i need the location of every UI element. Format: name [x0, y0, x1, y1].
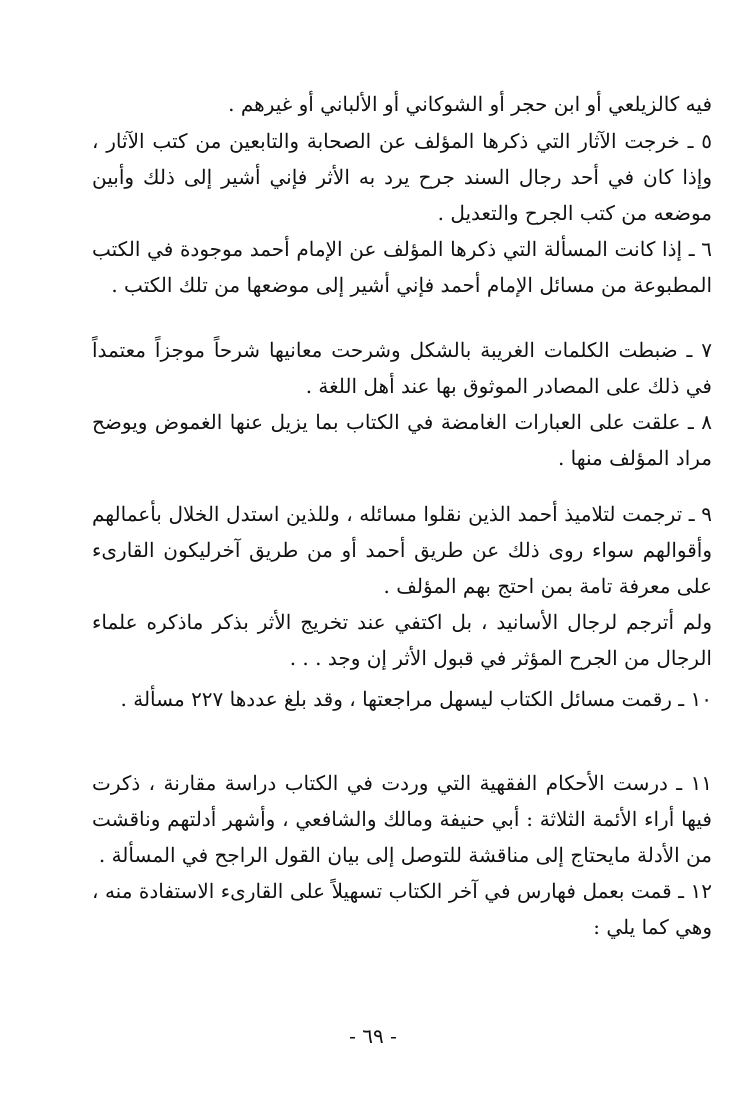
- paragraph-3: ٦ ـ إذا كانت المسألة التي ذكرها المؤلف عن الإمام أحمد موجودة في الكتب المطبوعة من مسائل الإمام أحمد فإني أشير إلى موضعها من تلك الكتب .: [92, 237, 712, 297]
- paragraph-5: ٨ ـ علقت على العبارات الغامضة في الكتاب بما يزيل عنها الغموض ويوضح مراد المؤلف منها .: [92, 410, 712, 470]
- paragraph-10: ١٢ ـ قمت بعمل فهارس في آخر الكتاب تسهيلاً على القارىء الاستفادة منه ، وهي كما يلي :: [92, 879, 712, 939]
- paragraph-6: ٩ ـ ترجمت لتلاميذ أحمد الذين نقلوا مسائله ، وللذين استدل الخلال بأعمالهم وأقوالهم سواء روى ذلك عن طريق أحمد أو من طريق آخرليكون القارىء على معرفة تامة بمن احتج بهم المؤلف .: [92, 502, 712, 598]
- paragraph-7: ولم أترجم لرجال الأسانيد ، بل اكتفي عند تخريج الأثر بذكر ماذكره علماء الرجال من الجرح المؤثر في قبول الأثر إن وجد . . .: [92, 610, 712, 670]
- paragraph-1: فيه كالزيلعي أو ابن حجر أو الشوكاني أو الألباني أو غيرهم .: [228, 92, 712, 116]
- paragraph-9: ١١ ـ درست الأحكام الفقهية التي وردت في الكتاب دراسة مقارنة ، ذكرت فيها أراء الأئمة الثلاثة : أبي حنيفة ومالك والشافعي ، وأشهر أدلتهم وناقشت من الأدلة مايحتاج إلى مناقشة للتوصل إلى بيان القول الراجح في المسألة .: [92, 771, 712, 867]
- paragraph-2: ٥ ـ خرجت الآثار التي ذكرها المؤلف عن الصحابة والتابعين من كتب الآثار ، وإذا كان في أحد رجال السند جرح يرد به الأثر فإني أشير إلى ذلك وأبين موضعه من كتب الجرح والتعديل .: [92, 129, 712, 225]
- page-number: - ٦٩ -: [349, 1024, 397, 1048]
- paragraph-8: ١٠ ـ رقمت مسائل الكتاب ليسهل مراجعتها ، وقد بلغ عددها ٢٢٧ مسألة .: [120, 687, 712, 711]
- paragraph-4: ٧ ـ ضبطت الكلمات الغريبة بالشكل وشرحت معانيها شرحاً موجزاً معتمداً في ذلك على المصادر الموثوق بها عند أهل اللغة .: [92, 338, 712, 398]
